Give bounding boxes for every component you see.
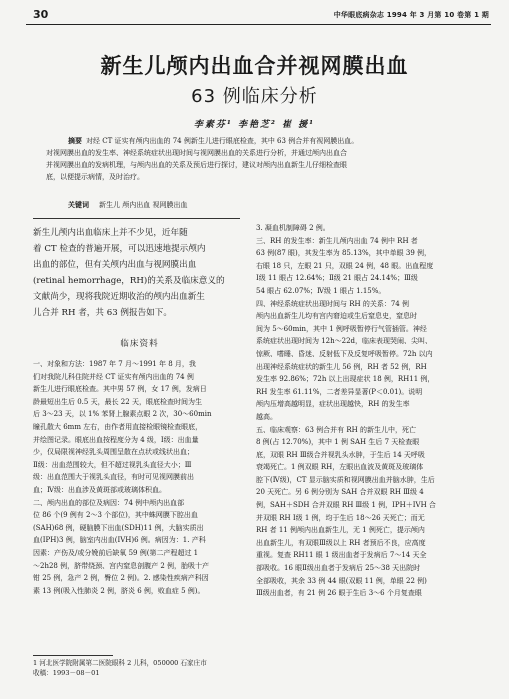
right-body-line: 出现神经系统症状的新生儿 56 例，RH 者 52 例，RH bbox=[256, 362, 427, 371]
author-list: 李素芬¹ 李艳芝² 崔 援¹ bbox=[193, 120, 316, 130]
article-title-line2: 63 例临床分析 bbox=[191, 86, 318, 107]
footnote-line: 1 河北医学院附属第二医院眼科 2 儿科，050000 石家庄市 bbox=[33, 659, 207, 667]
right-column-body bbox=[256, 222, 474, 600]
intro-line: 儿合并 RH 者，共 63 例报告如下。 bbox=[33, 308, 172, 318]
right-body-line: 3. 凝血机制障碍 2 例。 bbox=[256, 224, 330, 232]
right-body-line: 重视。复查 RH11 眼 1 级出血者于发病后 7～14 天全 bbox=[256, 551, 427, 560]
left-body-line: 们对我院儿科住院并经 CT 证实有颅内出血的 74 例 bbox=[33, 372, 194, 381]
left-body-line: 龄最短出生后 0.5 天，最长 22 天，眼底检查时间为生 bbox=[33, 397, 202, 406]
intro-line: 出血的部位，但有关颅内出血与视网膜出血 bbox=[33, 260, 197, 270]
right-body-line: 出血新生儿，有双眼Ⅲ级以上 RH 者预后不良，应高度 bbox=[256, 538, 426, 547]
intro-line: (retinal hemorrhage，RH)的关系及临床意义的 bbox=[33, 276, 225, 286]
abstract bbox=[46, 135, 466, 183]
left-body-line: 位 86 个(9 例有 2～3 个部位)，其中蛛网膜下腔出血 bbox=[33, 511, 198, 520]
section-rule bbox=[33, 218, 240, 219]
left-body-line: 瞳孔散大 6mm 左右，由作者用直接检眼镜检查眼底， bbox=[33, 422, 203, 431]
abstract-line-2: 对视网膜出血的发生率、神经系统症状出现时间与视网膜出血的关系进行分析，并通过颅内出血合 bbox=[46, 149, 347, 157]
right-body-line: 腔下(Ⅳ级)，CT 显示脑实质和视网膜出血并脑水肿，生后 bbox=[256, 475, 435, 484]
right-body-line: 系统症状出现时间为 12h～22d，临床表现哭闹、尖叫、 bbox=[256, 337, 433, 346]
left-body-line: 二、颅内出血的部位及病因：74 例中颅内出血部 bbox=[33, 498, 185, 507]
left-body-line: 血(IPH)3 例，脑室内出血(IVH)6 例。病因为：1. 产科 bbox=[33, 536, 206, 545]
right-body-line: 54 眼占 62.07%；Ⅳ级 1 眼占 1.15%。 bbox=[256, 286, 386, 295]
right-body-line: Ⅲ级出血者，有 21 例 26 眼于生后 3～6 个月复查眼 bbox=[256, 589, 422, 598]
left-body-line: Ⅱ级：出血范围较大，但不超过视乳头直径大小；Ⅲ bbox=[33, 460, 192, 469]
section-heading: 临床资料 bbox=[120, 339, 159, 349]
journal-header: 中华眼底病杂志 1994 年 3 月第 10 卷第 1 期 bbox=[333, 11, 489, 19]
right-body-line: 四、神经系统症状出现时间与 RH 的关系：74 例 bbox=[256, 299, 409, 308]
introduction bbox=[33, 225, 246, 321]
left-body-line: 血；Ⅳ级：出血涉及黄斑部或玻璃体积血。 bbox=[33, 485, 166, 494]
right-body-line: 右眼 18 只，左眼 21 只，双眼 24 例，48 眼。出血程度 bbox=[256, 261, 434, 270]
left-body-line: 钳 25 例，急产 2 例，臀位 2 例)。2. 感染性疾病产科因 bbox=[33, 574, 209, 583]
keywords-label: 关键词 bbox=[68, 201, 89, 209]
left-body-line: 少，仅局限视神经乳头周围呈散在点状或线状出血； bbox=[33, 448, 194, 457]
left-body-line: 素 13 例(吸入性肺炎 2 例，脐炎 6 例，败血症 5 例)。 bbox=[33, 586, 205, 595]
right-body-line: 全部吸收，其余 33 例 44 眼(双眼 11 例，单眼 22 例) bbox=[256, 576, 427, 585]
right-body-line: 间为 5～60min，其中 1 例呼吸暂停行气管插管。神经 bbox=[256, 324, 427, 333]
right-body-line: 颅内压增高越明显，症状出现越快，RH 的发生率 bbox=[256, 400, 410, 409]
right-body-line: 8 例(占 12.70%)，其中 1 例 SAH 生后 7 天检查眼 bbox=[256, 438, 420, 447]
footnote bbox=[33, 658, 246, 678]
left-body-line: 级：出血范围大于视乳头直径，有时可见视网膜前出 bbox=[33, 473, 194, 482]
page-number: 30 bbox=[33, 8, 49, 21]
left-body-line: (SAH)68 例，硬脑膜下出血(SDH)11 例，大脑实质出 bbox=[33, 523, 204, 532]
right-body-line: RH 者 11 例颅内出血新生儿，无 1 例死亡，提示颅内 bbox=[256, 526, 425, 535]
left-body-line: 新生儿进行眼底检查。其中男 57 例，女 17 例，发病日 bbox=[33, 385, 207, 394]
article-title-line1: 新生儿颅内出血合并视网膜出血 bbox=[100, 54, 409, 78]
left-column-body bbox=[33, 358, 246, 597]
intro-line: 新生儿颅内出血临床上并不少见，近年随 bbox=[33, 228, 188, 238]
abstract-line-3: 并视网膜出血的发病机理，与颅内出血的关系及预后进行探讨，建议对颅内出血新生儿仔细检查眼 bbox=[46, 161, 347, 169]
right-body-line: RH 发生率 61.11%，二者差异显著(P＜0.01)。说明 bbox=[256, 387, 423, 396]
right-body-line: 越高。 bbox=[256, 412, 277, 421]
keywords bbox=[68, 200, 187, 210]
left-body-line: 并绘图记录。眼底出血按程度分为 4 级，Ⅰ级：出血量 bbox=[33, 435, 199, 444]
right-body-line: 五、临床观察：63 例合并有 RH 的新生儿中，死亡 bbox=[256, 425, 416, 434]
abstract-label: 摘要 bbox=[68, 137, 82, 145]
left-body-line: ～2h28 例，脐带绕颈、宫内窒息剖腹产 2 例，胎吸十产 bbox=[33, 561, 209, 570]
right-body-line: Ⅰ级 11 眼占 12.64%；Ⅱ级 21 眼占 24.14%；Ⅲ级 bbox=[256, 274, 418, 283]
right-body-line: 部吸收。16 眼Ⅱ级出血者于发病后 25～38 天出院时 bbox=[256, 564, 421, 573]
right-body-line: 20 天死亡。另 6 例分别为 SAH 合并双眼 RH Ⅲ级 4 bbox=[256, 488, 424, 497]
right-body-line: 惊厥、嗜睡、昏迷、反射低下及反复呼吸暂停。72h 以内 bbox=[256, 349, 433, 358]
right-body-line: 颅内出血新生儿均有宫内窘迫或生后窒息史，窒息时 bbox=[256, 312, 417, 321]
footnote-rule bbox=[33, 655, 113, 656]
footnote-line: 收稿：1993－08－01 bbox=[33, 669, 100, 677]
right-body-line: 63 例(87 眼)，其发生率为 85.13%，其中单眼 39 例， bbox=[256, 249, 431, 258]
right-body-line: 发生率 92.86%；72h 以上出现症状 18 例，RH11 例， bbox=[256, 375, 435, 384]
right-body-line: 底，双眼 RH Ⅲ级合并视乳头水肿，于生后 14 天呼吸 bbox=[256, 450, 425, 459]
right-body-line: 并双眼 RH Ⅰ级 1 例，均于生后 18～26 天死亡；而无 bbox=[256, 513, 425, 522]
intro-line: 着 CT 检查的普遍开展，可以迅速地提示颅内 bbox=[33, 244, 206, 254]
right-body-line: 三、RH 的发生率：新生儿颅内出血 74 例中 RH 者 bbox=[256, 236, 418, 245]
abstract-line-4: 底，以便提示病情，及时治疗。 bbox=[46, 173, 144, 181]
abstract-line-1: 摘要 对经 CT 证实有颅内出血的 74 例新生儿进行眼底检查，其中 63 例合并有视网膜出血。 bbox=[68, 137, 359, 145]
left-body-line: 一、对象和方法：1987 年 7 月～1991 年 8 月，我 bbox=[33, 360, 196, 368]
keywords-terms: 新生儿 颅内出血 视网膜出血 bbox=[99, 201, 188, 209]
left-body-line: 后 3～23 天，以 1% 苯肾上腺素点眼 2 次，30～60min bbox=[33, 410, 212, 419]
right-body-line: 例，SAH＋SDH 合并双眼 RH Ⅲ级 1 例，IPH＋IVH 合 bbox=[256, 501, 436, 510]
header-rule bbox=[26, 24, 491, 25]
left-body-line: 因素：产伤及/或分娩前后缺氧 59 例(第二产程超过 1 bbox=[33, 548, 199, 557]
intro-line: 文献尚少，现将我院近期收治的颅内出血新生 bbox=[33, 292, 205, 302]
right-body-line: 衰竭死亡。1 例双眼 RH，左眼出血波及黄斑及玻璃体 bbox=[256, 463, 424, 472]
